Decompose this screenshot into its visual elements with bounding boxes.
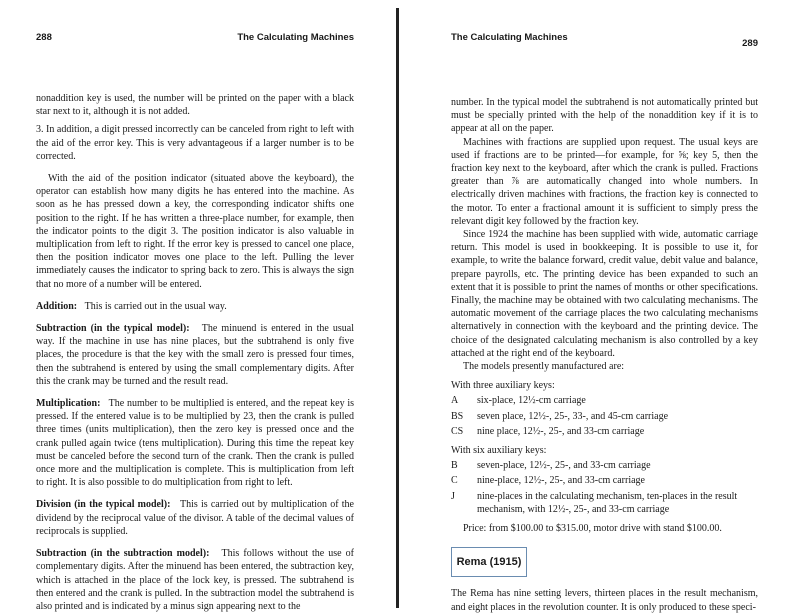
model-row: [451, 425, 758, 438]
subtraction-model-paragraph: [36, 547, 354, 613]
paragraph-text: This is carried out by multiplication of the dividend by the reciprocal value of the divisor. A table of the decimal values of reciprocals is supplied.: [36, 499, 354, 537]
model-row: [451, 394, 758, 407]
model-code: C: [451, 475, 458, 487]
paragraph: nonaddition key is used, the number will be printed on the paper with a black star next to it, although it is not added.: [36, 93, 354, 118]
running-head-left: The Calculating Machines: [237, 32, 354, 43]
model-row: [451, 474, 758, 487]
model-desc: nine-places in the calculating mechanism, ten-places in the result mechanism, with 12½-, 25-, and 33-cm carriage: [477, 490, 738, 515]
run-in-heading: Multiplication:: [36, 398, 101, 410]
list-heading: With six auxiliary keys:: [451, 445, 547, 457]
model-desc: nine place, 12½-, 25-, and 33-cm carriage: [477, 425, 645, 437]
paragraph: Since 1924 the machine has been supplied with wide, automatic carriage return. This model is used in bookkeeping. It is possible to use it, for example, to write the balance forward, credit value, debit value and balance, prepare payrolls, etc. The printing device has been expanded to such an extent that it is possible to print the names of months or other specifications. Finally, the machine may be obtained with two calculating mechanisms. The automatic movement of the carriage places the two calculating mechanisms alternatively in connection with the keyboard and the printing device. The choice of the designated calculating mechanism is also controlled by a key attached at the right end of the keyboard.: [451, 229, 758, 359]
model-desc: seven-place, 12½-, 25-, and 33-cm carriage: [477, 460, 651, 472]
paragraph: The models presently manufactured are:: [463, 361, 625, 373]
model-code: CS: [451, 425, 464, 437]
model-row: [451, 410, 758, 423]
section-title-box: [451, 547, 527, 577]
model-row: [451, 459, 758, 472]
left-page: [0, 0, 392, 612]
run-in-heading: Division (in the typical model):: [36, 499, 171, 511]
price-line: Price: from $100.00 to $315.00, motor drive with stand $100.00.: [463, 523, 722, 535]
book-spine: [396, 8, 399, 608]
list-heading: With three auxiliary keys:: [451, 380, 555, 392]
model-code: B: [451, 460, 458, 472]
paragraph: number. In the typical model the subtrahend is not automatically printed but must be specially printed with the help of the nonaddition key if it is to appear at all on the paper.: [451, 97, 758, 135]
model-code: A: [451, 395, 459, 407]
paragraph-text: The number to be multiplied is entered, and the repeat key is pressed. If the entered value is to be multiplied by 23, then the crank is pulled three times (units multiplication), then the zero key is pressed once and the crank pulled again twice (tens multiplication). During this time the repeat key must be canceled before the second turn of the crank. Then the crank is pulled once more and the multiplication is complete. This is multiplication from left to right. It is also possible to do multiplication from right to left.: [36, 398, 354, 489]
run-in-heading: Subtraction (in the typical model):: [36, 323, 190, 335]
paragraph: Machines with fractions are supplied upon request. The usual keys are used if fractions are to be printed—for example, for ⅝; key 5, then the fraction key next to the keyboard, after which the crank is pulled. Fractions greater than ⅞ are automatically changed into whole numbers. In electrically driven machines with fractions, the fraction key is connected to the motor. To enter a fractional amount it is sufficient to simply press the relevant digit key followed by the fraction key.: [451, 136, 758, 227]
division-paragraph: [36, 498, 354, 538]
model-code: J: [451, 490, 455, 502]
addition-paragraph: [36, 300, 354, 313]
page-number-right: 289: [742, 38, 758, 49]
run-in-heading: Subtraction (in the subtraction model):: [36, 548, 210, 560]
paragraph: With the aid of the position indicator (situated above the keyboard), the operator can establish how many digits he has entered into the machine. As soon as he has pressed down a key, the corresponding indicator shifts one position to the right. If he has written a three-place number, for example, then the indicator points to the digit 3. The position indicator is also valuable in multiplication from left to right. If the error key is pressed to cancel one place, then the position indicator moves one place to the left. Pulling the lever immediately causes the indicator to spring back to zero. This is always the sign that no more of a number will be entered.: [36, 173, 354, 290]
model-desc: seven place, 12½-, 25-, 33-, and 45-cm carriage: [477, 410, 669, 422]
subtraction-paragraph: [36, 322, 354, 388]
model-row: [451, 490, 758, 516]
paragraph-text: This follows without the use of complementary digits. After the minuend has been entered, the subtraction key, which is attached in the place of the lock key, is pressed. The subtrahend is then entered and the crank is pulled. In the subtraction model the subtrahend is also printed and is indicated by a minus sign appearing next to the: [36, 548, 354, 612]
model-desc: six-place, 12½-cm carriage: [477, 395, 586, 407]
model-code: BS: [451, 410, 464, 422]
multiplication-paragraph: [36, 397, 354, 489]
right-page-header: [451, 32, 758, 49]
page-number-left: 288: [36, 32, 52, 43]
left-page-header: [36, 32, 354, 46]
run-in-heading: Addition:: [36, 300, 78, 312]
model-desc: nine-place, 12½-, 25-, and 33-cm carriage: [477, 475, 645, 487]
paragraph: The Rema has nine setting levers, thirteen places in the result mechanism, and eight places in the revolution counter. It is only produced to these speci-: [451, 588, 758, 613]
paragraph-text: This is carried out in the usual way.: [84, 300, 227, 312]
paragraph-text: The minuend is entered in the usual way. If the machine in use has nine places, but the subtrahend is only five places, the procedure is that the key with the small zero is pressed four times, then the subtrahend is entered by using the small complementary digits. After this the crank may be turned and the result read.: [36, 323, 355, 387]
section-title: Rema (1915): [456, 556, 522, 569]
running-head-right: The Calculating Machines: [451, 32, 568, 43]
paragraph: 3. In addition, a digit pressed incorrectly can be canceled from right to left with the aid of the error key. This is very advantageous if a larger number is to be corrected.: [36, 124, 354, 162]
right-page: [405, 0, 792, 612]
